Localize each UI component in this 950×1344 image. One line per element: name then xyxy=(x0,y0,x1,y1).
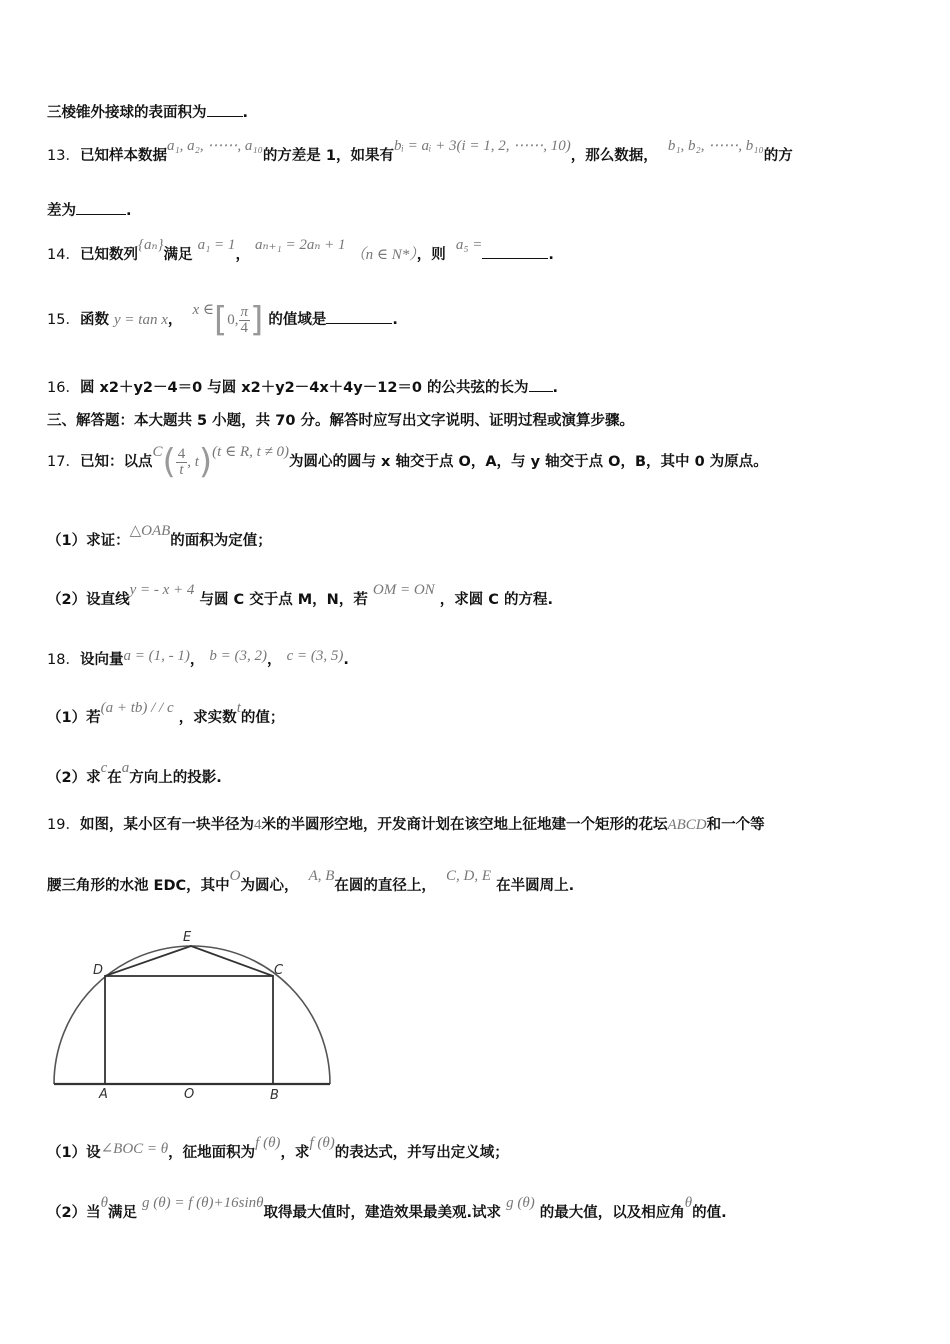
fraction-numerator: 4 xyxy=(177,445,186,462)
q19-p1-text-2: ，求 xyxy=(280,1145,310,1161)
q18-p2-text-2: 方向上的投影. xyxy=(129,770,222,786)
q19-p2-math-3: g (θ) xyxy=(506,1195,535,1211)
q19-text-2: 米的半圆形空地，开发商计划在该空地上征地建一个矩形的花坛 xyxy=(261,817,668,833)
q18-p1-math-2: t xyxy=(236,700,241,716)
q18-part-2 xyxy=(47,760,222,788)
answer-blank xyxy=(529,377,553,392)
answer-blank xyxy=(326,309,392,324)
part-label: （1）设 xyxy=(47,1145,101,1161)
q17-text-1: 已知：以点 xyxy=(79,454,153,470)
q14-math-1: {aₙ} xyxy=(137,237,164,253)
question-14: 14．已知数列{aₙ}满足 a₁ = 1， aₙ₊₁ = 2aₙ + 1 （n ∈ N*），则 a₅ =. xyxy=(47,237,554,263)
q17-p2-math-2: OM = ON xyxy=(372,582,435,598)
q14-math-3: aₙ₊₁ = 2aₙ + 1 xyxy=(255,237,346,253)
q14-math-5: a₅ = xyxy=(455,237,483,253)
question-number: 13． xyxy=(47,148,80,164)
q17-part-1 xyxy=(47,523,272,551)
q19-text-4: 腰三角形的水池 EDC，其中 xyxy=(47,878,230,894)
q19-p2-math-4: θ xyxy=(684,1195,693,1211)
question-19-cont xyxy=(47,868,575,896)
q18-math-3: c = (3, 5) xyxy=(286,648,344,664)
question-number: 14． xyxy=(47,247,80,263)
question-17 xyxy=(47,442,768,482)
q13-text-2: 的方差是 1，如果有 xyxy=(262,148,394,164)
q19-p1-text-1: ，征地面积为 xyxy=(168,1145,256,1161)
q14-text-3: ，则 xyxy=(416,247,446,263)
q19-part-2 xyxy=(47,1195,727,1223)
q19-text-7: 在半圆周上. xyxy=(496,878,575,894)
question-15: 15．函数 y = tan x， x ∈[0, $\frac{\pi}{4}$ ] 的值域是 . xyxy=(47,300,398,340)
q12-text: 三棱锥外接球的表面积为 xyxy=(47,105,207,121)
q13-math-3: b₁, b₂, ⋯⋯, b₁₀ xyxy=(667,138,764,154)
part-label: （1）若 xyxy=(47,710,101,726)
q18-text-1: 设向量 xyxy=(79,652,124,668)
q17-p2-text-2: ，求圆 C 的方程. xyxy=(439,592,553,608)
q19-p1-math-1: ∠BOC = θ xyxy=(100,1141,169,1157)
q13-text-5: 差为 xyxy=(47,203,76,219)
question-number: 19． xyxy=(47,817,80,833)
question-number: 16． xyxy=(47,380,80,396)
fraction-denominator: 4 xyxy=(240,319,249,336)
q17-p1-text: 的面积为定值； xyxy=(170,533,272,549)
q17-p2-text-1: 与圆 C 交于点 M，N，若 xyxy=(199,592,368,608)
figure-label-b: B xyxy=(270,1088,279,1102)
part-label: （2）设直线 xyxy=(47,592,130,608)
q12-tail: 三棱锥外接球的表面积为 . xyxy=(47,102,248,123)
q17-part-2 xyxy=(47,582,553,610)
q18-p2-text-1: 在 xyxy=(107,770,122,786)
q13-text-3: ，那么数据， xyxy=(570,148,658,164)
answer-blank xyxy=(482,244,548,259)
q19-p2-text-1: 满足 xyxy=(107,1205,137,1221)
q19-math-1: 4 xyxy=(253,817,262,833)
q19-math-2: ABCD xyxy=(667,817,707,833)
q15-fraction xyxy=(239,305,251,336)
question-18: 18．设向量a = (1, - 1)， b = (3, 2)， c = (3, 5). xyxy=(47,648,349,668)
q18-p1-math: (a + tb) / / c xyxy=(100,700,174,716)
q13-math-2: bᵢ = aᵢ + 3(i = 1, 2, ⋯⋯, 10) xyxy=(393,138,571,154)
right-paren-icon: ) xyxy=(198,442,213,482)
q14-text-1: 已知数列 xyxy=(79,247,138,263)
q18-math-2: b = (3, 2) xyxy=(209,648,267,664)
q17-p1-math: △OAB xyxy=(129,523,171,539)
question-16: 16．圆 x2＋y2－4＝0 与圆 x2＋y2－4x＋4y－12＝0 的公共弦的长为 . xyxy=(47,377,558,398)
q19-text-6: 在圆的直径上， xyxy=(334,878,436,894)
q15-math-1: y = tan x xyxy=(114,312,168,328)
q15-text-2: 的值域是 xyxy=(268,312,327,328)
question-number: 15． xyxy=(47,312,80,328)
left-paren-icon: ( xyxy=(162,442,176,482)
question-19 xyxy=(47,815,765,835)
left-bracket-icon: [ xyxy=(214,300,228,340)
part-label: （2）当 xyxy=(47,1205,101,1221)
q17-p2-math-1: y = - x + 4 xyxy=(129,582,195,598)
answer-blank xyxy=(76,200,126,215)
q17-math-2: , t xyxy=(187,454,199,470)
q14-text-2: 满足 xyxy=(163,247,193,263)
q19-p1-text-3: 的表达式，并写出定义域； xyxy=(334,1145,509,1161)
q15-math-2: x ∈ xyxy=(192,302,214,318)
question-13-cont: 差为 . xyxy=(47,200,132,221)
question-number: 18． xyxy=(47,652,80,668)
right-bracket-icon: ] xyxy=(250,300,264,340)
q19-p1-math-3: f (θ) xyxy=(309,1135,335,1151)
figure-label-d: D xyxy=(93,963,104,978)
q19-p2-text-4: 的值. xyxy=(692,1205,727,1221)
fraction-denominator: t xyxy=(179,461,184,478)
figure-label-a: A xyxy=(99,1087,108,1102)
q14-math-2: a₁ = 1 xyxy=(197,237,236,253)
q18-math-1: a = (1, - 1) xyxy=(123,648,190,664)
question-13 xyxy=(47,138,793,166)
fraction-numerator: π xyxy=(240,303,249,320)
part-label: （1）求证： xyxy=(47,533,130,549)
q15-text-1: 函数 xyxy=(79,312,109,328)
q16-text: 圆 x2＋y2－4＝0 与圆 x2＋y2－4x＋4y－12＝0 的公共弦的长为 xyxy=(79,380,529,396)
q19-math-3: O xyxy=(229,868,241,884)
q17-text-2: 为圆心的圆与 x 轴交于点 O，A，与 y 轴交于点 O，B，其中 0 为原点。 xyxy=(289,454,768,470)
q19-p2-text-2: 取得最大值时，建造效果最美观.试求 xyxy=(263,1205,502,1221)
figure-label-o: O xyxy=(184,1087,195,1102)
q19-p2-text-3: 的最大值，以及相应角 xyxy=(539,1205,685,1221)
q17-math-3: (t ∈ R, t ≠ 0) xyxy=(212,444,289,460)
answer-blank xyxy=(207,102,243,117)
q15-math-3: 0, xyxy=(227,312,239,328)
q19-text-3: 和一个等 xyxy=(706,817,765,833)
q19-p2-math-1: θ xyxy=(100,1195,108,1211)
q17-math-1: C xyxy=(152,444,163,460)
rectangle-abcd xyxy=(105,976,273,1084)
figure-label-c: C xyxy=(274,963,284,978)
q19-text-1: 如图，某小区有一块半径为 xyxy=(79,817,254,833)
q18-p1-text-2: 的值； xyxy=(240,710,285,726)
q18-part-1 xyxy=(47,700,285,728)
q19-text-5: 为圆心， xyxy=(240,878,299,894)
q13-text-1: 已知样本数据 xyxy=(79,148,167,164)
question-number: 17． xyxy=(47,454,80,470)
q19-p1-math-2: f (θ) xyxy=(255,1135,281,1151)
q14-math-4: （n ∈ N*） xyxy=(350,247,417,263)
q18-p1-text: ，求实数 xyxy=(178,710,237,726)
q13-math-1: a₁, a₂, ⋯⋯, a₁₀ xyxy=(166,138,263,154)
q19-math-5: C, D, E xyxy=(446,868,492,884)
q13-text-4: 的方 xyxy=(763,148,793,164)
q18-p2-math-2: a xyxy=(121,760,130,776)
q19-part-1 xyxy=(47,1135,509,1163)
q18-p2-math-1: c xyxy=(100,760,108,776)
q17-fraction xyxy=(176,447,188,478)
part-label: （2）求 xyxy=(47,770,101,786)
section-header: 三、解答题：本大题共 5 小题，共 70 分。解答时应写出文字说明、证明过程或演算步骤。 xyxy=(47,413,634,429)
q19-math-4: A, B xyxy=(308,868,335,884)
semicircle-figure xyxy=(45,922,345,1102)
figure-label-e: E xyxy=(183,930,192,945)
q19-p2-math-2: g (θ) = f (θ)+16sinθ xyxy=(142,1195,264,1211)
